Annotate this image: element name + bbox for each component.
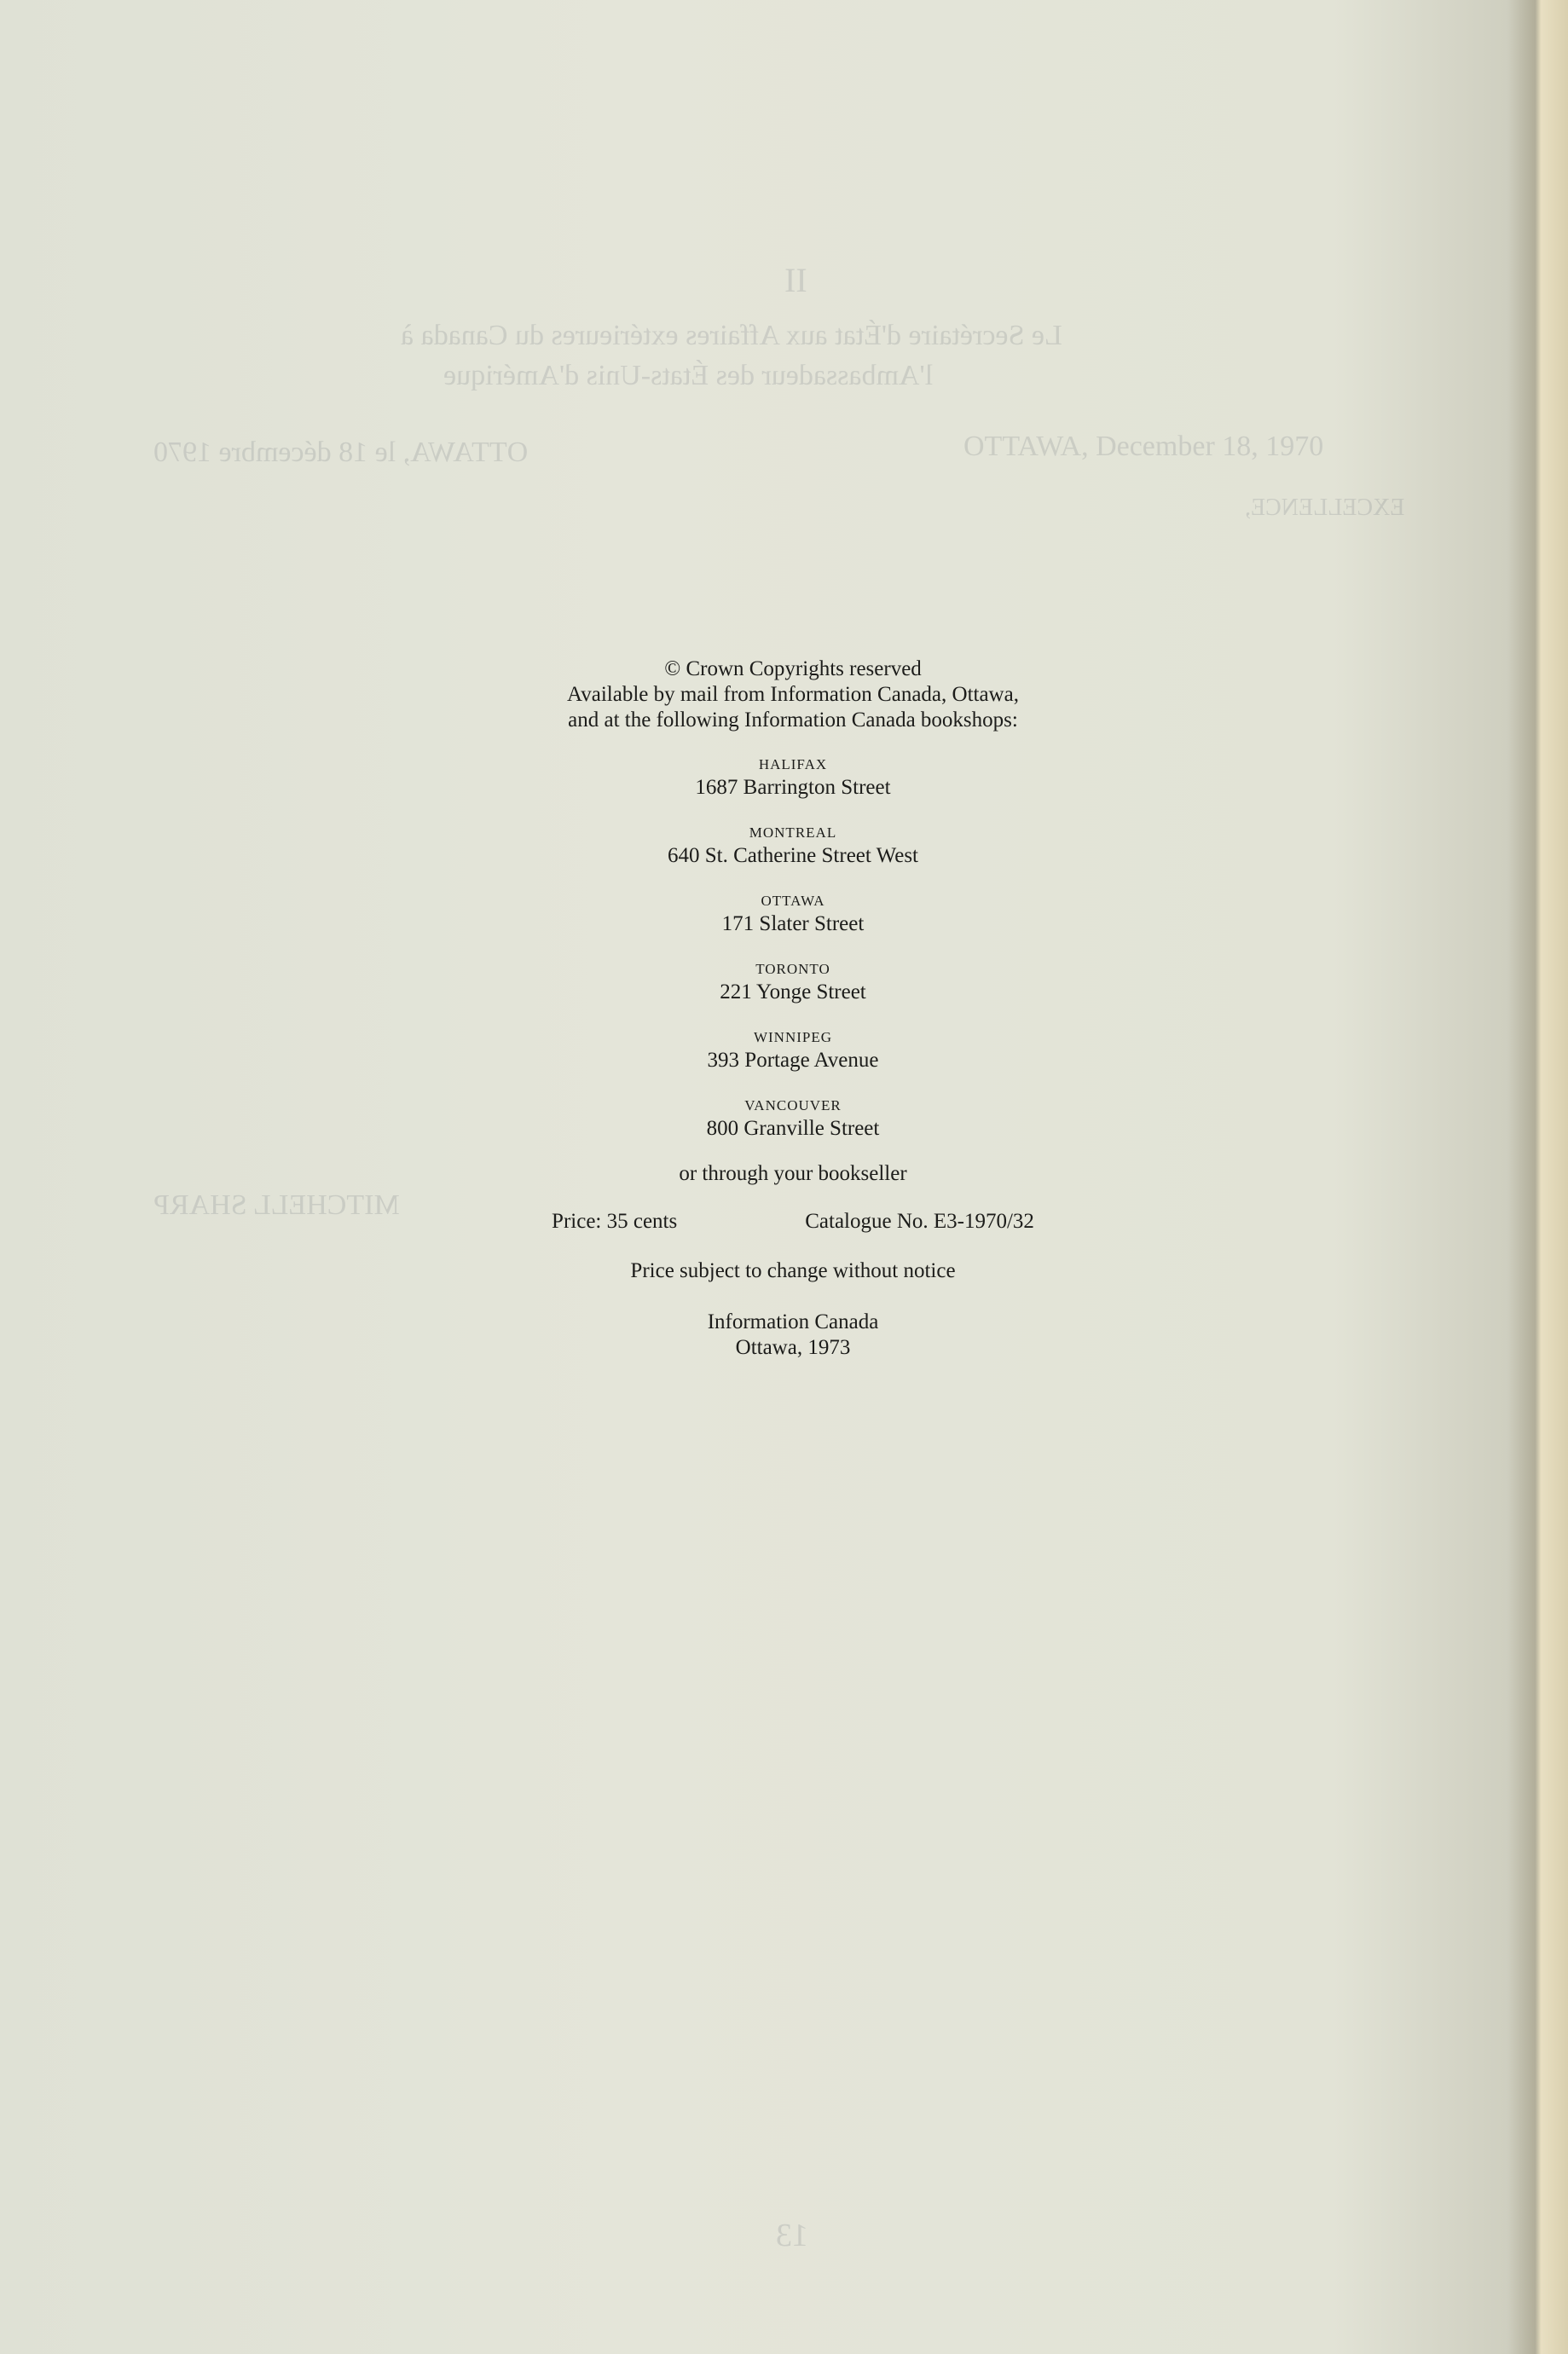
- bookshop-address: 221 Yonge Street: [720, 980, 866, 1003]
- price: Price: 35 cents: [552, 1210, 678, 1233]
- bookshop-address: 800 Granville Street: [706, 1117, 880, 1140]
- bookshop-city: TORONTO: [755, 961, 830, 977]
- availability-line-1: Available by mail from Information Canada, Ottawa,: [567, 683, 1019, 706]
- bookshop-city: WINNIPEG: [753, 1029, 833, 1045]
- copyright-line: © Crown Copyrights reserved: [664, 657, 922, 680]
- bookshop-city: HALIFAX: [758, 756, 828, 772]
- bookshop-city: VANCOUVER: [744, 1097, 842, 1113]
- ghost-date-en: OTTAWA, December 18, 1970: [963, 431, 1324, 462]
- bookshop-address: 171 Slater Street: [721, 912, 865, 935]
- imprint-block: [0, 656, 1568, 1361]
- price-row: [0, 1209, 1568, 1235]
- ghost-date-fr: OTTAWA, le 18 décembre 1970: [153, 437, 529, 468]
- bookshop-address: 1687 Barrington Street: [695, 776, 891, 799]
- place-year: Ottawa, 1973: [735, 1336, 851, 1359]
- bookseller-line: or through your bookseller: [679, 1162, 907, 1185]
- ghost-salutation: EXCELLENCE,: [1245, 495, 1405, 521]
- bookshop-city: OTTAWA: [761, 893, 825, 909]
- ghost-roman-numeral: II: [784, 261, 807, 299]
- catalogue-number: Catalogue No. E3-1970/32: [805, 1210, 1034, 1233]
- ghost-signature: MITCHELL SHARP: [153, 1189, 400, 1221]
- availability-line-2: and at the following Information Canada bookshops:: [568, 709, 1018, 732]
- ghost-heading-1: Le Secrétaire d'État aux Affaires extérieures du Canada à: [401, 320, 1062, 351]
- bookshop-city: MONTREAL: [749, 824, 837, 841]
- publisher: Information Canada: [707, 1310, 879, 1333]
- ghost-heading-2: l'Ambassadeur des États-Unis d'Amérique: [443, 360, 934, 391]
- price-notice: Price subject to change without notice: [630, 1259, 956, 1282]
- bookshop-address: 640 St. Catherine Street West: [667, 844, 918, 867]
- ghost-page-number: 13: [776, 2218, 808, 2253]
- bookshop-address: 393 Portage Avenue: [707, 1049, 879, 1072]
